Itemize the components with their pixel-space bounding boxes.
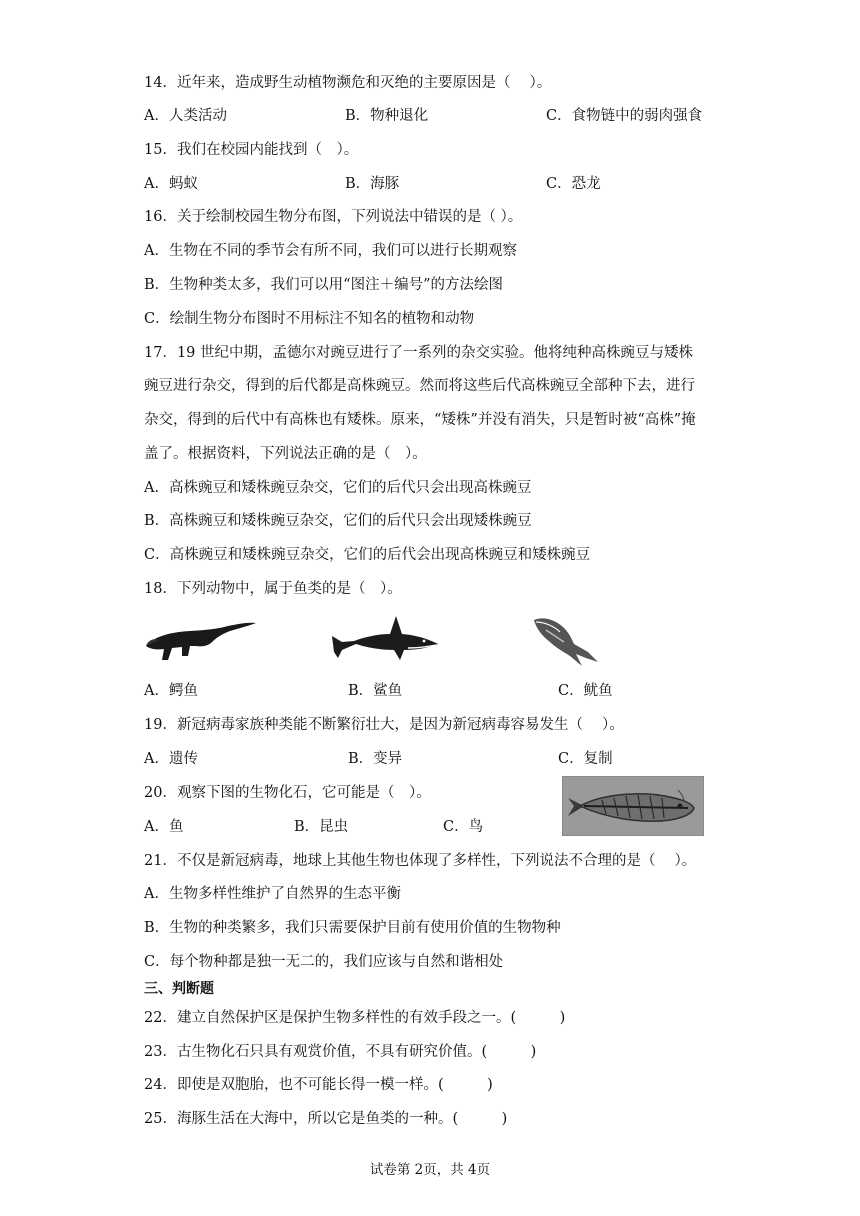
- q15-option-a: A．蚂蚁: [144, 176, 198, 192]
- shark-image: [328, 612, 440, 666]
- section-title-judgement: 三、判断题: [144, 981, 214, 997]
- q23-statement: 23．古生物化石只具有观赏价值，不具有研究价值。( ): [144, 1044, 537, 1060]
- q18-option-a: A．鳄鱼: [144, 683, 198, 699]
- q21-option-a: A．生物多样性维护了自然界的生态平衡: [144, 886, 401, 902]
- q17-line-1: 17．19 世纪中期，孟德尔对豌豆进行了一系列的杂交实验。他将纯种高株豌豆与矮株: [144, 345, 694, 361]
- q25-statement: 25．海豚生活在大海中，所以它是鱼类的一种。( ): [144, 1111, 508, 1127]
- q17-option-b: B．高株豌豆和矮株豌豆杂交，它们的后代只会出现矮株豌豆: [144, 513, 532, 529]
- q17-line-4: 盖了。根据资料，下列说法正确的是（ ）。: [144, 446, 427, 462]
- q15-stem: 15．我们在校园内能找到（ ）。: [144, 142, 359, 158]
- q17-option-c: C．高株豌豆和矮株豌豆杂交，它们的后代会出现高株豌豆和矮株豌豆: [144, 547, 591, 563]
- q19-option-b: B．变异: [348, 751, 403, 767]
- q19-option-c: C．复制: [558, 751, 613, 767]
- q19-stem: 19．新冠病毒家族种类能不断繁衍壮大，是因为新冠病毒容易发生（ ）。: [144, 717, 624, 733]
- q15-option-c: C．恐龙: [546, 176, 601, 192]
- q14-option-c: C．食物链中的弱肉强食: [546, 108, 703, 124]
- q17-option-a: A．高株豌豆和矮株豌豆杂交，它们的后代只会出现高株豌豆: [144, 480, 532, 496]
- q22-statement: 22．建立自然保护区是保护生物多样性的有效手段之一。( ): [144, 1010, 566, 1026]
- q24-statement: 24．即使是双胞胎，也不可能长得一模一样。( ): [144, 1077, 493, 1093]
- page-footer: 试卷第 2页，共 4页: [369, 1162, 491, 1178]
- q17-line-2: 豌豆进行杂交，得到的后代都是高株豌豆。然而将这些后代高株豌豆全部种下去，进行: [144, 378, 695, 394]
- q16-option-a: A．生物在不同的季节会有所不同，我们可以进行长期观察: [144, 243, 517, 259]
- q20-option-c: C．鸟: [443, 819, 484, 835]
- q14-option-a: A．人类活动: [144, 108, 227, 124]
- q21-option-c: C．每个物种都是独一无二的，我们应该与自然和谐相处: [144, 954, 504, 970]
- q20-option-a: A．鱼: [144, 819, 184, 835]
- crocodile-image: [144, 616, 258, 668]
- q20-stem: 20．观察下图的生物化石，它可能是（ ）。: [144, 785, 431, 801]
- q21-option-b: B．生物的种类繁多，我们只需要保护目前有使用价值的生物物种: [144, 920, 561, 936]
- q15-option-b: B．海豚: [345, 176, 400, 192]
- q14-stem: 14．近年来，造成野生动植物濒危和灭绝的主要原因是（ ）。: [144, 75, 552, 91]
- q19-option-a: A．遗传: [144, 751, 198, 767]
- q21-stem: 21．不仅是新冠病毒，地球上其他生物也体现了多样性，下列说法不合理的是（ ）。: [144, 853, 697, 869]
- q20-option-b: B．昆虫: [294, 819, 349, 835]
- q18-option-b: B．鲨鱼: [348, 683, 403, 699]
- q14-option-b: B．物种退化: [345, 108, 429, 124]
- squid-image: [526, 612, 600, 670]
- q17-line-3: 杂交，得到的后代中有高株也有矮株。原来，“矮株”并没有消失，只是暂时被“高株”掩: [144, 412, 696, 428]
- q18-stem: 18．下列动物中，属于鱼类的是（ ）。: [144, 581, 402, 597]
- q16-option-b: B．生物种类太多，我们可以用“图注＋编号”的方法绘图: [144, 277, 503, 293]
- q16-stem: 16．关于绘制校园生物分布图，下列说法中错误的是（ ）。: [144, 209, 523, 225]
- q16-option-c: C．绘制生物分布图时不用标注不知名的植物和动物: [144, 311, 475, 327]
- q18-option-c: C．鱿鱼: [558, 683, 613, 699]
- fish-fossil-image: [562, 776, 704, 836]
